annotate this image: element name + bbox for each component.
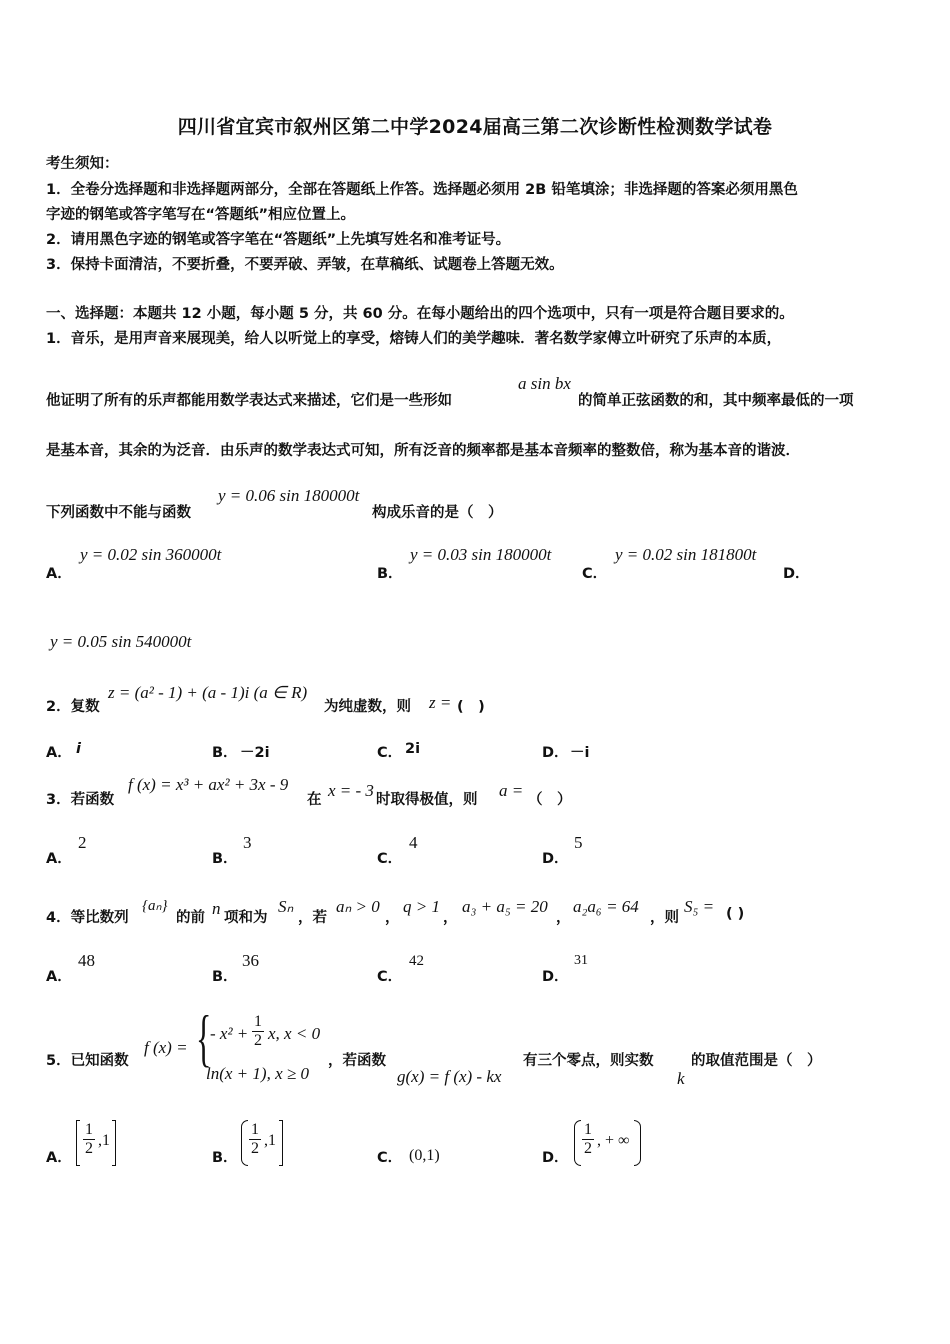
- q5-option-b-denominator: 2: [251, 1139, 259, 1157]
- q1-line-3: 是基本音，其余的为泛音．由乐声的数学表达式可知，所有泛音的频率都是基本音频率的整数倍，称为基本音的谐波．: [46, 443, 800, 459]
- q3-option-a[interactable]: 2: [78, 833, 87, 852]
- q5-option-a[interactable]: [76, 1118, 120, 1168]
- q1-option-a-label[interactable]: A．: [46, 566, 72, 582]
- q3-option-b[interactable]: 3: [243, 833, 252, 852]
- q2-option-c[interactable]: 2i: [405, 741, 421, 757]
- q5-option-b-fraction: [249, 1121, 261, 1157]
- q3-option-c[interactable]: 4: [409, 833, 418, 852]
- q1-option-d[interactable]: y = 0.05 sin 540000t: [50, 632, 192, 651]
- q4-n: n: [212, 899, 221, 918]
- q4-option-c-label[interactable]: C．: [377, 969, 403, 985]
- q5-option-a-left-bracket: [76, 1120, 80, 1166]
- q5-option-a-fraction: [83, 1121, 95, 1157]
- q5-case-1-numerator: 1: [254, 1013, 262, 1030]
- q4-option-a[interactable]: 48: [78, 951, 95, 970]
- q2-suffix: ( ): [457, 699, 485, 715]
- q4-option-b-label[interactable]: B．: [212, 969, 238, 985]
- notice-item-3: 3．保持卡面清洁，不要折叠，不要弄破、弄皱，在草稿纸、试题卷上答题无效。: [46, 257, 564, 273]
- q2-prefix: 2．复数: [46, 699, 100, 715]
- q1-option-d-label[interactable]: D．: [783, 566, 810, 582]
- q5-option-b[interactable]: [241, 1118, 289, 1168]
- q2-formula-z: z =: [429, 693, 452, 712]
- q4-s5: S₅ =: [684, 897, 715, 916]
- q1-line-2a: 他证明了所有的乐声都能用数学表达式来描述，它们是一些形如: [46, 393, 452, 409]
- notice-item-1-cont: 字迹的钢笔或答字笔写在“答题纸”相应位置上。: [46, 207, 356, 223]
- q4-cond-1: aₙ > 0: [336, 897, 380, 916]
- q3-suffix: （ ）: [528, 792, 572, 808]
- q5-case-1-fraction: [252, 1013, 264, 1049]
- q5-option-a-numerator: 1: [85, 1121, 93, 1138]
- q5-option-b-rest: ,1: [264, 1132, 276, 1149]
- q4-comma-1: ，: [385, 910, 400, 926]
- q3-middle: 在: [307, 792, 322, 808]
- q5-option-a-rest: ,1: [98, 1132, 110, 1149]
- q5-k: k: [677, 1069, 685, 1088]
- q4-cond-3: a₃ + a₅ = 20: [462, 897, 548, 916]
- page-title: 四川省宜宾市叙州区第二中学2024届高三第二次诊断性检测数学试卷: [177, 116, 773, 138]
- q5-option-b-numerator: 1: [251, 1121, 259, 1138]
- section-heading: 一、选择题：本题共 12 小题，每小题 5 分，共 60 分。在每小题给出的四个选项中，只有一项是符合题目要求的。: [46, 306, 794, 322]
- q4-cond-4: a₂a₆ = 64: [573, 897, 639, 916]
- notice-item-2: 2．请用黑色字迹的钢笔或答字笔在“答题纸”上先填写姓名和准考证号。: [46, 232, 511, 248]
- q2-formula: z = (a² - 1) + (a - 1)i (a ∈ R): [108, 683, 308, 702]
- q5-option-d-left-paren: [574, 1120, 581, 1166]
- q4-comma-2: ，: [443, 910, 458, 926]
- q4-text-4: ，则: [650, 910, 679, 926]
- q5-piecewise-brace: {: [196, 1002, 212, 1073]
- q5-text-1: ，若函数: [328, 1053, 386, 1069]
- q5-option-d-numerator: 1: [584, 1121, 592, 1138]
- q1-option-c[interactable]: y = 0.02 sin 181800t: [615, 545, 757, 564]
- q5-option-a-denominator: 2: [85, 1139, 93, 1157]
- q1-option-b[interactable]: y = 0.03 sin 180000t: [410, 545, 552, 564]
- q2-option-d-label[interactable]: D．: [542, 745, 569, 761]
- q2-option-a-label[interactable]: A．: [46, 745, 72, 761]
- q1-option-c-label[interactable]: C．: [582, 566, 608, 582]
- q3-middle-2: 时取得极值，则: [376, 792, 478, 808]
- q3-formula-x: x = - 3: [328, 781, 374, 800]
- q4-text-1: 的前: [176, 910, 205, 926]
- q1-formula-asinbx: a sin bx: [518, 374, 571, 393]
- q3-formula: f (x) = x³ + ax² + 3x - 9: [128, 775, 289, 794]
- q5-case-1b: x, x < 0: [268, 1024, 321, 1043]
- q3-option-b-label[interactable]: B．: [212, 851, 238, 867]
- q2-option-b[interactable]: －2i: [240, 745, 270, 761]
- notice-heading: 考生须知：: [46, 156, 119, 172]
- q1-line-4b: 构成乐音的是（ ）: [372, 505, 503, 521]
- q3-formula-a: a =: [499, 781, 524, 800]
- q1-line-1: 1．音乐，是用声音来展现美，给人以听觉上的享受，熔铸人们的美学趣味．著名数学家傅立叶研究了乐声的本质，: [46, 331, 782, 347]
- q4-option-b[interactable]: 36: [242, 951, 259, 970]
- q5-option-b-right-bracket: [279, 1120, 283, 1166]
- q5-gx: g(x) = f (x) - kx: [397, 1067, 502, 1086]
- q5-option-d-rest: , + ∞: [597, 1132, 630, 1149]
- q5-option-d-right-paren: [634, 1120, 641, 1166]
- q4-option-d[interactable]: 31: [574, 953, 588, 968]
- notice-item-1: 1．全卷分选择题和非选择题两部分，全部在答题纸上作答。选择题必须用 2B 铅笔填涂；非选择题的答案必须用黑色: [46, 182, 798, 198]
- q5-case-1a: - x² +: [210, 1024, 249, 1043]
- q2-option-b-label[interactable]: B．: [212, 745, 238, 761]
- q4-seq: {aₙ}: [142, 898, 168, 914]
- q1-option-a[interactable]: y = 0.02 sin 360000t: [80, 545, 222, 564]
- q5-option-d-label[interactable]: D．: [542, 1150, 569, 1166]
- q2-option-d[interactable]: －i: [570, 745, 590, 761]
- q3-option-d[interactable]: 5: [574, 833, 583, 852]
- q4-sn: Sₙ: [278, 897, 294, 916]
- q4-suffix: ( ): [726, 906, 745, 922]
- q2-middle: 为纯虚数，则: [324, 699, 411, 715]
- q5-option-c-label[interactable]: C．: [377, 1150, 403, 1166]
- q4-cond-2: q > 1: [403, 897, 440, 916]
- q2-option-c-label[interactable]: C．: [377, 745, 403, 761]
- q1-formula-main: y = 0.06 sin 180000t: [218, 486, 360, 505]
- q5-text-2: 有三个零点，则实数: [523, 1053, 654, 1069]
- q5-text-3: 的取值范围是（ ）: [691, 1053, 822, 1069]
- q5-option-d-denominator: 2: [584, 1139, 592, 1157]
- q4-text-3: ，若: [298, 910, 327, 926]
- q5-option-a-label[interactable]: A．: [46, 1150, 72, 1166]
- q5-prefix: 5．已知函数: [46, 1053, 129, 1069]
- q3-option-d-label[interactable]: D．: [542, 851, 569, 867]
- q5-option-b-left-paren: [241, 1120, 248, 1166]
- q5-option-c[interactable]: (0,1): [409, 1147, 440, 1164]
- q5-option-d-fraction: [582, 1121, 594, 1157]
- q4-prefix: 4．等比数列: [46, 910, 129, 926]
- q4-option-d-label[interactable]: D．: [542, 969, 569, 985]
- q4-text-2: 项和为: [224, 910, 268, 926]
- q1-line-4a: 下列函数中不能与函数: [46, 505, 191, 521]
- q4-option-a-label[interactable]: A．: [46, 969, 72, 985]
- q5-option-b-label[interactable]: B．: [212, 1150, 238, 1166]
- q1-line-2b: 的简单正弦函数的和，其中频率最低的一项: [578, 393, 854, 409]
- q2-option-a[interactable]: i: [76, 741, 81, 757]
- q5-fx: f (x) =: [144, 1038, 188, 1057]
- q3-option-c-label[interactable]: C．: [377, 851, 403, 867]
- q3-option-a-label[interactable]: A．: [46, 851, 72, 867]
- q5-case-2: ln(x + 1), x ≥ 0: [206, 1064, 309, 1083]
- q3-prefix: 3．若函数: [46, 792, 115, 808]
- q5-case-1-denominator: 2: [254, 1031, 262, 1049]
- q4-comma-3: ，: [556, 910, 571, 926]
- q5-option-a-right-bracket: [112, 1120, 116, 1166]
- q1-option-b-label[interactable]: B．: [377, 566, 403, 582]
- q5-option-d[interactable]: [574, 1118, 646, 1168]
- q4-option-c[interactable]: 42: [409, 953, 424, 969]
